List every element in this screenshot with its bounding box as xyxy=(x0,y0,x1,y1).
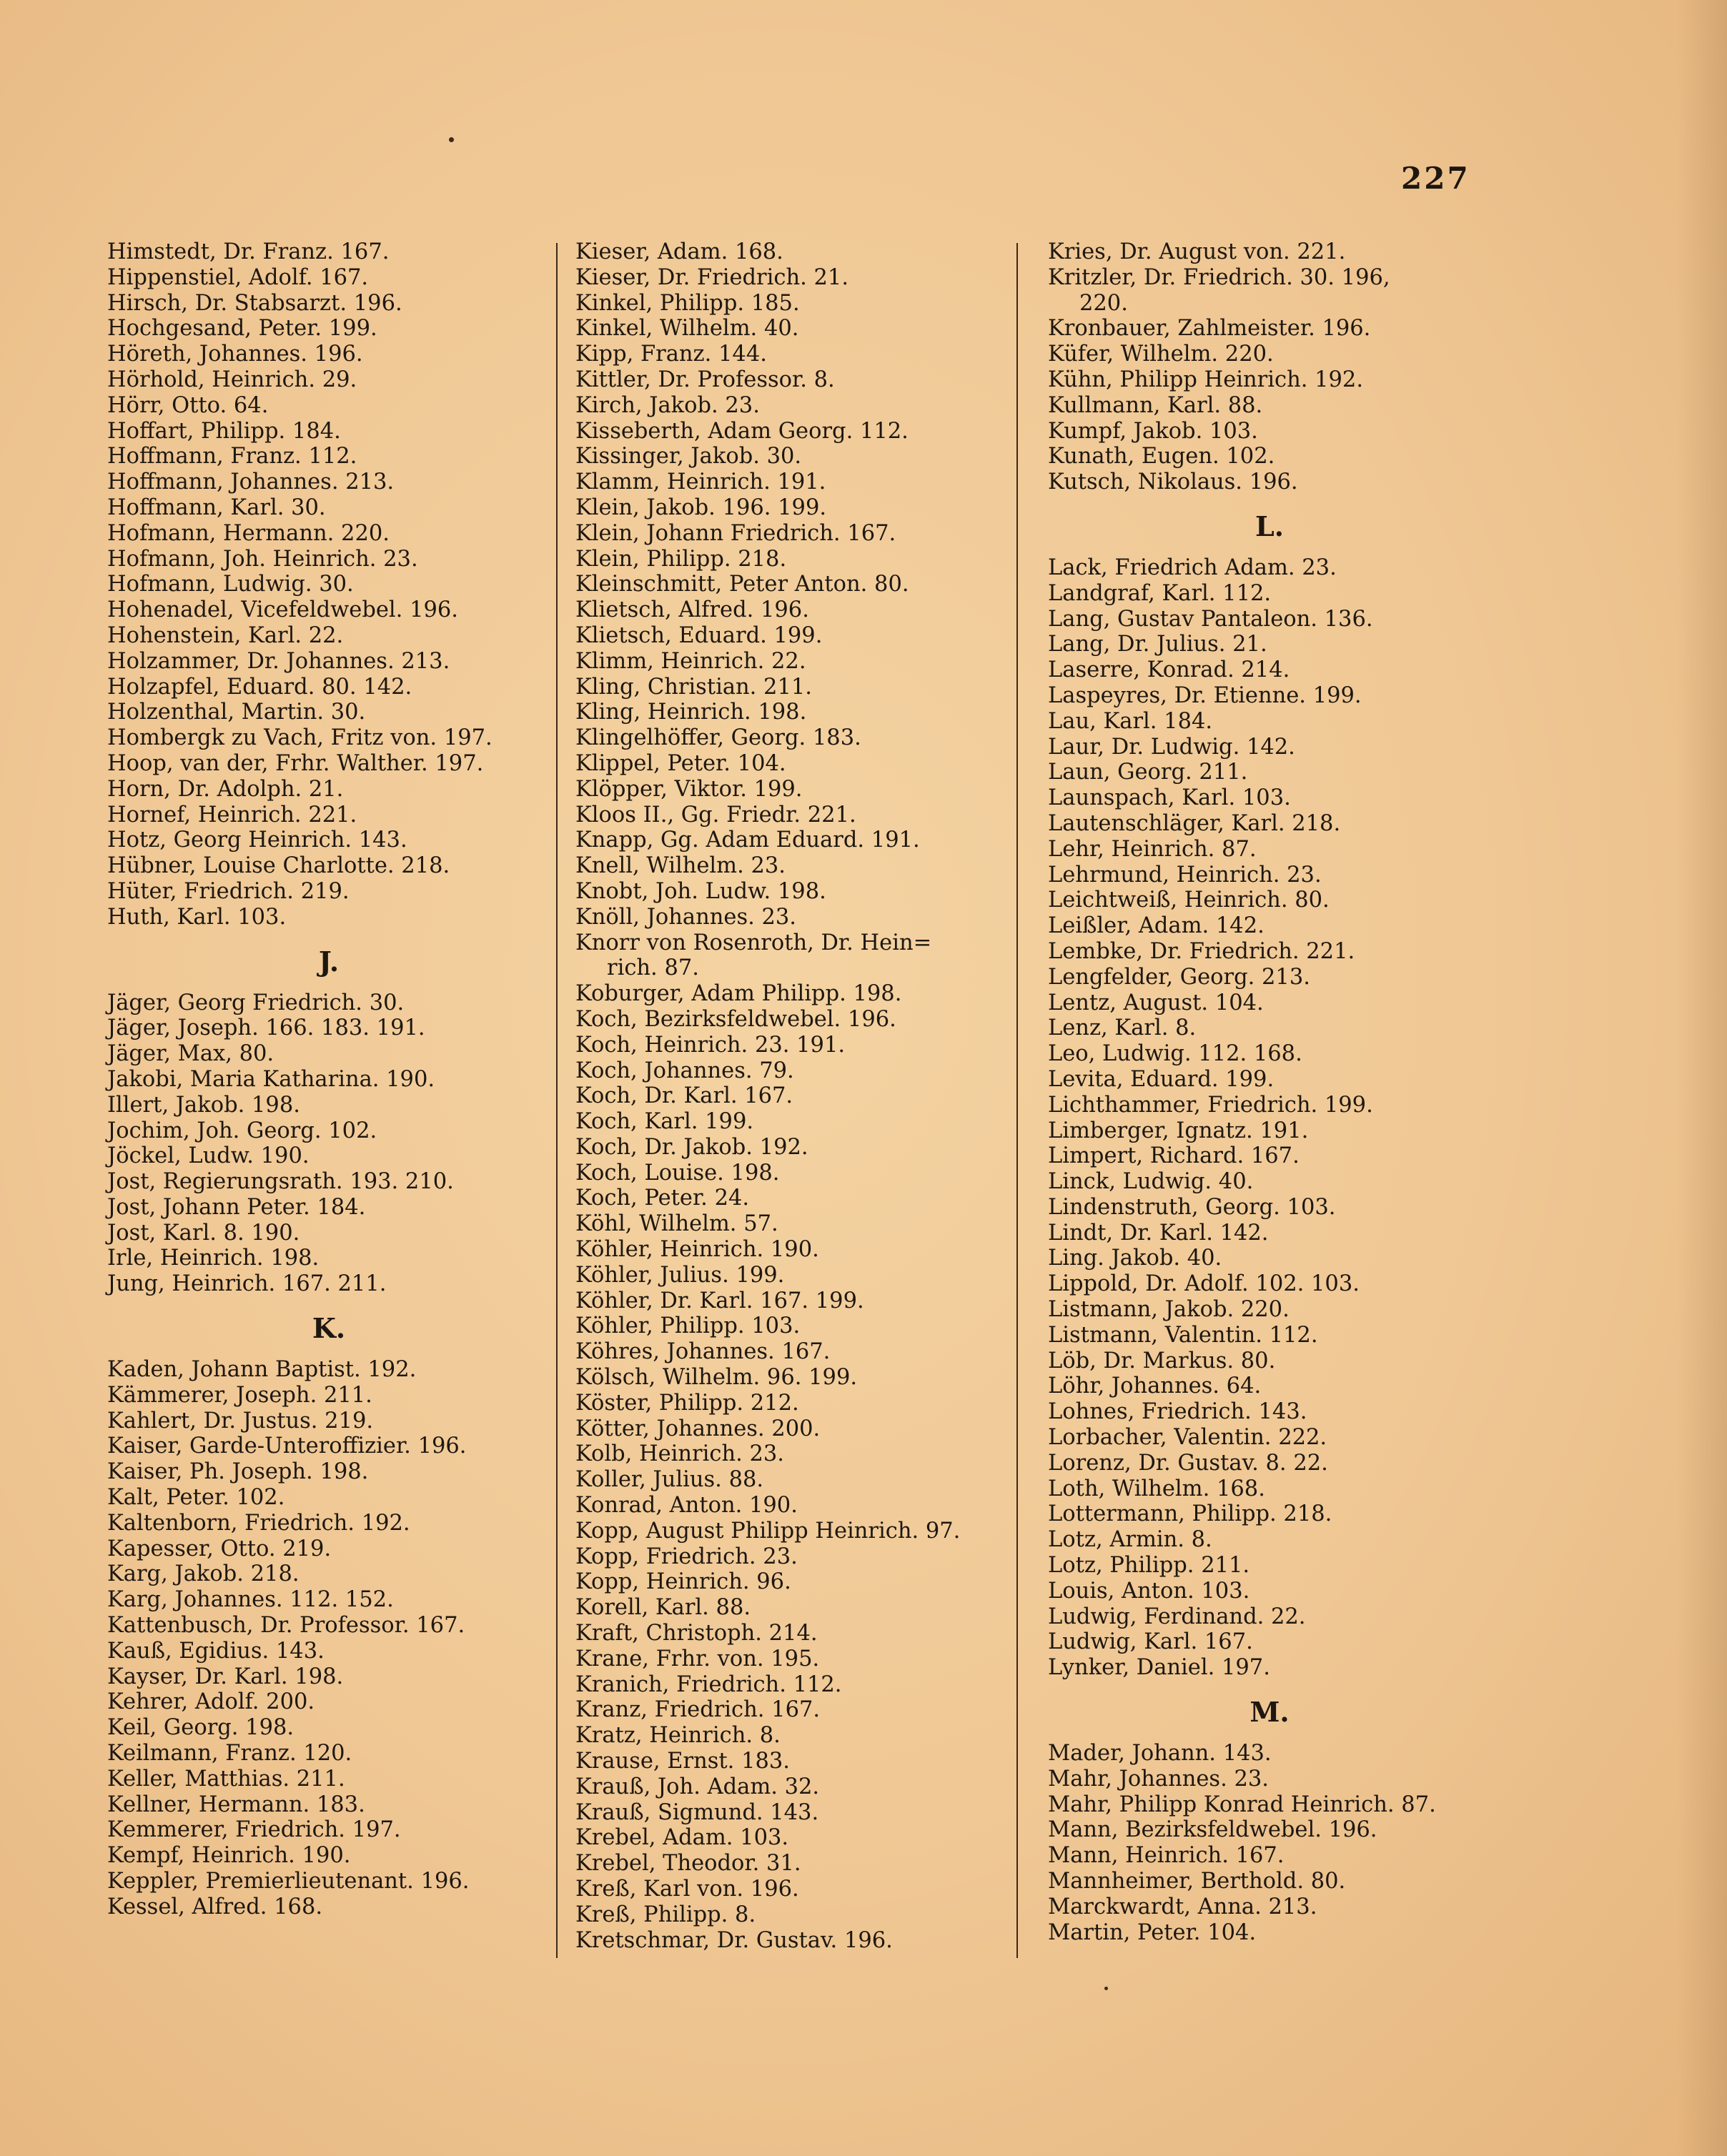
index-entry: Klingelhöffer, Georg. 183. xyxy=(575,725,861,751)
index-entry: Köhler, Dr. Karl. 167. 199. xyxy=(575,1288,864,1313)
index-entry: Leo, Ludwig. 112. 168. xyxy=(1048,1041,1302,1067)
entry-list xyxy=(1048,555,1491,1681)
index-entry: Klein, Philipp. 218. xyxy=(575,546,787,572)
index-entry: Kapesser, Otto. 219. xyxy=(107,1536,332,1561)
index-entry: Huth, Karl. 103. xyxy=(107,904,287,930)
index-entry: Mann, Bezirksfeldwebel. 196. xyxy=(1048,1817,1377,1843)
index-entry: Lembke, Dr. Friedrich. 221. xyxy=(1048,938,1355,964)
index-entry: Lenz, Karl. 8. xyxy=(1048,1015,1197,1041)
index-entry: Krause, Ernst. 183. xyxy=(575,1749,790,1774)
index-entry: Kolb, Heinrich. 23. xyxy=(575,1441,784,1467)
index-entry: Kreß, Karl von. 196. xyxy=(575,1877,799,1902)
index-entry: Jost, Johann Peter. 184. xyxy=(107,1194,366,1220)
index-entry: Mahr, Philipp Konrad Heinrich. 87. xyxy=(1048,1792,1436,1817)
index-entry: Löb, Dr. Markus. 80. xyxy=(1048,1348,1276,1373)
index-entry: Klein, Jakob. 196. 199. xyxy=(575,495,827,520)
index-entry: Knapp, Gg. Adam Eduard. 191. xyxy=(575,828,920,853)
index-entry: Karg, Johannes. 112. 152. xyxy=(107,1587,394,1613)
index-entry: Kling, Heinrich. 198. xyxy=(575,700,807,725)
index-entry: Ludwig, Karl. 167. xyxy=(1048,1629,1253,1655)
index-entry: Kopp, Friedrich. 23. xyxy=(575,1544,798,1569)
index-entry: Kranz, Friedrich. 167. xyxy=(575,1697,821,1723)
index-entry: Kellner, Hermann. 183. xyxy=(107,1792,365,1817)
index-entry: Hoffmann, Johannes. 213. xyxy=(107,470,395,495)
index-entry: Lentz, August. 104. xyxy=(1048,990,1264,1015)
index-entry: Hofmann, Joh. Heinrich. 23. xyxy=(107,546,418,572)
index-entry: Jäger, Max, 80. xyxy=(107,1041,274,1067)
index-entry: Krauß, Sigmund. 143. xyxy=(575,1799,819,1825)
index-entry: Hombergk zu Vach, Fritz von. 197. xyxy=(107,725,493,751)
index-entry: Lindenstruth, Georg. 103. xyxy=(1048,1194,1336,1220)
index-entry: Köhler, Heinrich. 190. xyxy=(575,1237,819,1263)
index-column-2 xyxy=(575,239,1022,1953)
index-entry: Limberger, Ignatz. 191. xyxy=(1048,1118,1309,1143)
index-entry: Koller, Julius. 88. xyxy=(575,1467,764,1493)
index-entry: Köhler, Julius. 199. xyxy=(575,1262,785,1288)
index-column-1 xyxy=(107,239,550,1920)
index-entry: Konrad, Anton. 190. xyxy=(575,1493,798,1519)
index-entry: Kretschmar, Dr. Gustav. 196. xyxy=(575,1927,893,1953)
index-entry: Kumpf, Jakob. 103. xyxy=(1048,418,1258,444)
index-entry: Kessel, Alfred. 168. xyxy=(107,1894,323,1919)
index-entry: Lotz, Armin. 8. xyxy=(1048,1527,1212,1553)
index-entry: Laur, Dr. Ludwig. 142. xyxy=(1048,734,1295,760)
entry-list xyxy=(575,981,1022,1953)
index-entry: Listmann, Jakob. 220. xyxy=(1048,1297,1290,1323)
index-entry: Lorbacher, Valentin. 222. xyxy=(1048,1425,1327,1451)
index-entry: Knobt, Joh. Ludw. 198. xyxy=(575,878,826,904)
index-entry: Mannheimer, Berthold. 80. xyxy=(1048,1869,1346,1894)
index-entry: Kühn, Philipp Heinrich. 192. xyxy=(1048,367,1364,392)
index-entry: Kaden, Johann Baptist. 192. xyxy=(107,1357,417,1383)
index-entry: Kemmerer, Friedrich. 197. xyxy=(107,1817,401,1843)
index-entry: Koch, Peter. 24. xyxy=(575,1186,750,1211)
index-entry: Keppler, Premierlieutenant. 196. xyxy=(107,1869,470,1894)
index-entry: Löhr, Johannes. 64. xyxy=(1048,1373,1262,1399)
entry-list xyxy=(107,990,550,1298)
index-entry: Kutsch, Nikolaus. 196. xyxy=(1048,470,1298,495)
index-entry: Kölsch, Wilhelm. 96. 199. xyxy=(575,1365,858,1391)
index-entry: Koch, Dr. Karl. 167. xyxy=(575,1083,793,1109)
index-entry: Laun, Georg. 211. xyxy=(1048,760,1248,785)
index-entry: Koch, Bezirksfeldwebel. 196. xyxy=(575,1006,896,1032)
index-entry: Lotz, Philipp. 211. xyxy=(1048,1553,1250,1579)
entry-list xyxy=(1048,1741,1491,1945)
index-entry: Kleinschmitt, Peter Anton. 80. xyxy=(575,572,909,597)
index-entry: Korell, Karl. 88. xyxy=(575,1595,751,1621)
index-entry: Kraft, Christoph. 214. xyxy=(575,1621,818,1646)
index-entry: Köhres, Johannes. 167. xyxy=(575,1339,831,1365)
index-entry: Krebel, Theodor. 31. xyxy=(575,1851,801,1877)
index-entry: Hörr, Otto. 64. xyxy=(107,392,269,418)
index-entry: Listmann, Valentin. 112. xyxy=(1048,1322,1318,1348)
index-entry: Koch, Heinrich. 23. 191. xyxy=(575,1032,846,1058)
index-entry: Levita, Eduard. 199. xyxy=(1048,1066,1275,1092)
index-entry: Kloos II., Gg. Friedr. 221. xyxy=(575,802,856,828)
print-speck xyxy=(449,137,454,142)
index-entry: Kinkel, Wilhelm. 40. xyxy=(575,316,799,342)
index-entry: Kratz, Heinrich. 8. xyxy=(575,1723,781,1749)
index-entry: Knorr von Rosenroth, Dr. Hein= xyxy=(575,930,932,955)
index-entry: Kullmann, Karl. 88. xyxy=(1048,392,1263,418)
index-entry: Holzammer, Dr. Johannes. 213. xyxy=(107,648,450,674)
index-entry: Hirsch, Dr. Stabsarzt. 196. xyxy=(107,290,402,316)
index-entry: Klöpper, Viktor. 199. xyxy=(575,776,803,802)
index-entry: Lindt, Dr. Karl. 142. xyxy=(1048,1220,1269,1246)
index-entry: Koch, Karl. 199. xyxy=(575,1109,754,1135)
index-entry: Karg, Jakob. 218. xyxy=(107,1561,300,1587)
index-entry: Jäger, Joseph. 166. 183. 191. xyxy=(107,1015,425,1041)
index-entry: Leißler, Adam. 142. xyxy=(1048,913,1265,939)
index-entry: Klein, Johann Friedrich. 167. xyxy=(575,520,896,546)
index-entry: Klimm, Heinrich. 22. xyxy=(575,648,806,674)
entry-list xyxy=(107,239,550,930)
index-entry: Lengfelder, Georg. 213. xyxy=(1048,964,1310,990)
index-entry: Küfer, Wilhelm. 220. xyxy=(1048,342,1274,367)
index-entry: Kipp, Franz. 144. xyxy=(575,342,767,367)
page-edge-shadow xyxy=(1677,0,1727,2156)
index-entry: Kötter, Johannes. 200. xyxy=(575,1416,821,1441)
index-entry: Martin, Peter. 104. xyxy=(1048,1919,1257,1945)
entry-list xyxy=(1048,316,1491,495)
print-speck xyxy=(1104,1987,1108,1990)
index-entry: Loth, Wilhelm. 168. xyxy=(1048,1476,1265,1501)
index-entry-continuation: 220. xyxy=(1079,290,1128,316)
index-entry: Linck, Ludwig. 40. xyxy=(1048,1169,1254,1195)
index-entry: Jost, Regierungsrath. 193. 210. xyxy=(107,1169,454,1195)
index-entry: Kieser, Dr. Friedrich. 21. xyxy=(575,264,849,290)
index-entry: Kalt, Peter. 102. xyxy=(107,1485,285,1511)
index-entry: Klietsch, Eduard. 199. xyxy=(575,622,823,648)
index-entry: Kissinger, Jakob. 30. xyxy=(575,444,802,470)
index-entry: Laserre, Konrad. 214. xyxy=(1048,657,1290,683)
index-entry: Hüter, Friedrich. 219. xyxy=(107,878,350,904)
index-entry: Köhler, Philipp. 103. xyxy=(575,1313,801,1339)
entry-list xyxy=(107,1357,550,1920)
index-entry: Kämmerer, Joseph. 211. xyxy=(107,1382,372,1408)
section-heading-l: L. xyxy=(1255,510,1284,542)
index-entry: Knöll, Johannes. 23. xyxy=(575,904,796,930)
index-entry: Lang, Gustav Pantaleon. 136. xyxy=(1048,606,1373,632)
index-entry: Hörhold, Heinrich. 29. xyxy=(107,367,357,392)
index-entry: Kaiser, Ph. Joseph. 198. xyxy=(107,1459,369,1485)
index-entry: Höreth, Johannes. 196. xyxy=(107,342,363,367)
index-entry: Lynker, Daniel. 197. xyxy=(1048,1655,1270,1681)
index-entry: Illert, Jakob. 198. xyxy=(107,1092,300,1118)
index-entry: Kronbauer, Zahlmeister. 196. xyxy=(1048,316,1371,342)
index-entry: Mader, Johann. 143. xyxy=(1048,1741,1272,1767)
index-entry: Kaiser, Garde-Unteroffizier. 196. xyxy=(107,1434,467,1459)
index-entry: Keller, Matthias. 211. xyxy=(107,1766,345,1792)
index-entry: Irle, Heinrich. 198. xyxy=(107,1246,320,1271)
index-entry: Krauß, Joh. Adam. 32. xyxy=(575,1774,820,1799)
index-entry: Mahr, Johannes. 23. xyxy=(1048,1766,1269,1792)
index-entry: Lichthammer, Friedrich. 199. xyxy=(1048,1092,1373,1118)
index-entry: Lorenz, Dr. Gustav. 8. 22. xyxy=(1048,1450,1328,1476)
index-entry: Landgraf, Karl. 112. xyxy=(1048,580,1272,606)
index-entry: Jost, Karl. 8. 190. xyxy=(107,1220,300,1246)
index-entry: Kunath, Eugen. 102. xyxy=(1048,444,1275,470)
index-entry: Hübner, Louise Charlotte. 218. xyxy=(107,853,450,879)
index-entry: Leichtweiß, Heinrich. 80. xyxy=(1048,888,1330,913)
index-entry: Hohenstein, Karl. 22. xyxy=(107,622,344,648)
index-entry: Hornef, Heinrich. 221. xyxy=(107,802,357,828)
entry-list xyxy=(575,239,1022,930)
index-entry: Kreß, Philipp. 8. xyxy=(575,1902,756,1927)
index-entry: Kinkel, Philipp. 185. xyxy=(575,290,800,316)
section-heading-k: K. xyxy=(312,1312,346,1345)
index-entry: Lehrmund, Heinrich. 23. xyxy=(1048,862,1322,888)
index-entry: Kisseberth, Adam Georg. 112. xyxy=(575,418,909,444)
index-entry: Lautenschläger, Karl. 218. xyxy=(1048,810,1341,836)
index-entry: Lohnes, Friedrich. 143. xyxy=(1048,1399,1307,1425)
index-entry: Koch, Johannes. 79. xyxy=(575,1058,794,1083)
index-entry: Kries, Dr. August von. 221. xyxy=(1048,239,1346,264)
index-entry: Jakobi, Maria Katharina. 190. xyxy=(107,1066,435,1092)
index-entry: Hofmann, Hermann. 220. xyxy=(107,520,390,546)
index-entry: Kopp, August Philipp Heinrich. 97. xyxy=(575,1518,961,1544)
index-entry: Keilmann, Franz. 120. xyxy=(107,1741,352,1767)
index-entry: Hoffart, Philipp. 184. xyxy=(107,418,341,444)
index-entry: Hohenadel, Vicefeldwebel. 196. xyxy=(107,597,458,623)
index-entry: Hotz, Georg Heinrich. 143. xyxy=(107,828,407,853)
index-entry: Limpert, Richard. 167. xyxy=(1048,1143,1300,1169)
index-entry: Koburger, Adam Philipp. 198. xyxy=(575,981,902,1007)
index-entry: Kauß, Egidius. 143. xyxy=(107,1638,325,1664)
index-entry: Himstedt, Dr. Franz. 167. xyxy=(107,239,390,264)
index-entry: Marckwardt, Anna. 213. xyxy=(1048,1894,1317,1919)
index-entry: Krebel, Adam. 103. xyxy=(575,1825,789,1851)
index-entry: Klamm, Heinrich. 191. xyxy=(575,470,826,495)
index-entry: Keil, Georg. 198. xyxy=(107,1715,295,1741)
index-entry: Kritzler, Dr. Friedrich. 30. 196, xyxy=(1048,264,1390,290)
index-entry: Ling. Jakob. 40. xyxy=(1048,1246,1222,1271)
index-entry: Koch, Louise. 198. xyxy=(575,1160,780,1186)
index-entry: Lehr, Heinrich. 87. xyxy=(1048,836,1257,862)
index-entry: Mann, Heinrich. 167. xyxy=(1048,1843,1285,1869)
index-entry: Jöckel, Ludw. 190. xyxy=(107,1143,310,1169)
entry-list xyxy=(1048,239,1491,265)
page-number: 227 xyxy=(1401,161,1470,196)
index-entry: Köhl, Wilhelm. 57. xyxy=(575,1211,778,1237)
index-column-3 xyxy=(1048,239,1491,1945)
index-entry: Klietsch, Alfred. 196. xyxy=(575,597,809,623)
index-entry: Jäger, Georg Friedrich. 30. xyxy=(107,990,405,1015)
index-entry: Ludwig, Ferdinand. 22. xyxy=(1048,1604,1306,1629)
index-entry: Lack, Friedrich Adam. 23. xyxy=(1048,555,1337,580)
index-entry: Klippel, Peter. 104. xyxy=(575,750,786,776)
index-entry: Lau, Karl. 184. xyxy=(1048,708,1213,734)
index-entry: Hoop, van der, Frhr. Walther. 197. xyxy=(107,750,484,776)
index-entry-continuation: rich. 87. xyxy=(607,955,699,981)
index-entry: Krane, Frhr. von. 195. xyxy=(575,1646,820,1671)
index-entry: Kirch, Jakob. 23. xyxy=(575,392,760,418)
index-entry: Lottermann, Philipp. 218. xyxy=(1048,1501,1332,1527)
index-entry: Kaltenborn, Friedrich. 192. xyxy=(107,1510,410,1536)
index-entry: Kattenbusch, Dr. Professor. 167. xyxy=(107,1613,465,1639)
index-entry: Hoffmann, Franz. 112. xyxy=(107,444,357,470)
index-entry: Kayser, Dr. Karl. 198. xyxy=(107,1664,344,1689)
index-entry: Horn, Dr. Adolph. 21. xyxy=(107,776,344,802)
index-entry: Kehrer, Adolf. 200. xyxy=(107,1689,315,1715)
index-entry: Jochim, Joh. Georg. 102. xyxy=(107,1118,377,1143)
index-entry: Hoffmann, Karl. 30. xyxy=(107,495,326,520)
index-entry: Köster, Philipp. 212. xyxy=(575,1390,799,1416)
index-entry: Kittler, Dr. Professor. 8. xyxy=(575,367,835,392)
index-entry: Kieser, Adam. 168. xyxy=(575,239,783,264)
index-entry: Hofmann, Ludwig. 30. xyxy=(107,572,354,597)
index-entry: Kempf, Heinrich. 190. xyxy=(107,1843,351,1869)
index-entry: Hippenstiel, Adolf. 167. xyxy=(107,264,369,290)
index-entry: Koch, Dr. Jakob. 192. xyxy=(575,1134,808,1160)
index-entry: Holzapfel, Eduard. 80. 142. xyxy=(107,674,412,700)
index-entry: Lang, Dr. Julius. 21. xyxy=(1048,632,1267,657)
index-entry: Hochgesand, Peter. 199. xyxy=(107,316,377,342)
index-entry: Kahlert, Dr. Justus. 219. xyxy=(107,1408,374,1434)
index-entry: Laspeyres, Dr. Etienne. 199. xyxy=(1048,682,1362,708)
index-entry: Holzenthal, Martin. 30. xyxy=(107,700,366,725)
column-rule xyxy=(556,243,558,1958)
index-entry: Lippold, Dr. Adolf. 102. 103. xyxy=(1048,1271,1360,1297)
index-entry: Knell, Wilhelm. 23. xyxy=(575,853,786,879)
index-entry: Kranich, Friedrich. 112. xyxy=(575,1671,842,1697)
index-entry: Louis, Anton. 103. xyxy=(1048,1578,1250,1604)
index-entry: Launspach, Karl. 103. xyxy=(1048,785,1291,811)
index-entry: Kopp, Heinrich. 96. xyxy=(575,1569,791,1595)
index-entry: Kling, Christian. 211. xyxy=(575,674,812,700)
section-heading-m: M. xyxy=(1250,1696,1290,1729)
index-entry: Jung, Heinrich. 167. 211. xyxy=(107,1271,387,1297)
section-heading-j: J. xyxy=(318,945,340,978)
